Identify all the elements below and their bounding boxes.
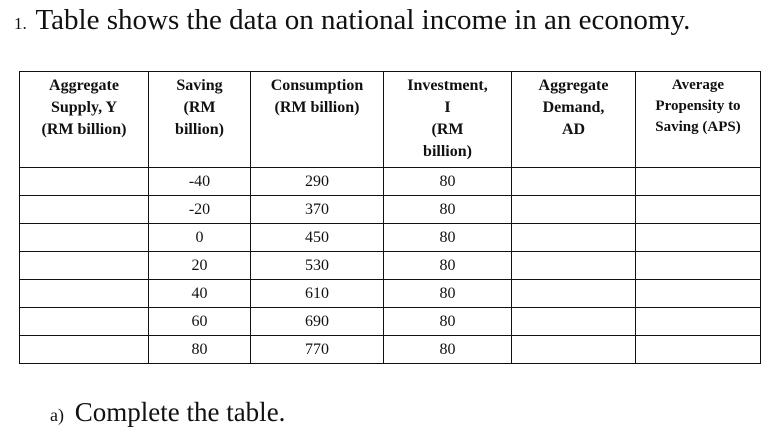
cell-consumption: 770 — [251, 336, 384, 364]
cell-aggregate-demand[interactable] — [512, 168, 636, 196]
cell-aps[interactable] — [636, 196, 761, 224]
cell-aggregate-demand[interactable] — [512, 336, 636, 364]
cell-consumption: 370 — [251, 196, 384, 224]
cell-aps[interactable] — [636, 224, 761, 252]
header-aggregate-demand: Aggregate Demand, AD — [512, 72, 636, 168]
header-investment: Investment, I (RM billion) — [384, 72, 512, 168]
table-row — [20, 252, 761, 280]
cell-aggregate-supply[interactable] — [20, 308, 149, 336]
cell-investment: 80 — [384, 224, 512, 252]
header-consumption: Consumption (RM billion) — [251, 72, 384, 168]
cell-aggregate-demand[interactable] — [512, 280, 636, 308]
header-aps: Average Propensity to Saving (APS) — [636, 72, 761, 168]
cell-aggregate-supply[interactable] — [20, 196, 149, 224]
table-header-row — [20, 72, 761, 168]
table-row — [20, 196, 761, 224]
cell-saving: -40 — [149, 168, 251, 196]
cell-aps[interactable] — [636, 168, 761, 196]
table-row — [20, 336, 761, 364]
cell-consumption: 530 — [251, 252, 384, 280]
cell-saving: 0 — [149, 224, 251, 252]
question-number: 1. — [14, 14, 27, 33]
table-row — [20, 308, 761, 336]
table-row — [20, 168, 761, 196]
header-aggregate-supply: Aggregate Supply, Y (RM billion) — [20, 72, 149, 168]
cell-investment: 80 — [384, 280, 512, 308]
cell-aggregate-demand[interactable] — [512, 196, 636, 224]
cell-saving: 40 — [149, 280, 251, 308]
cell-investment: 80 — [384, 336, 512, 364]
cell-aggregate-supply[interactable] — [20, 252, 149, 280]
cell-aggregate-demand[interactable] — [512, 224, 636, 252]
cell-saving: 60 — [149, 308, 251, 336]
cell-investment: 80 — [384, 196, 512, 224]
cell-aggregate-supply[interactable] — [20, 336, 149, 364]
question-title — [14, 2, 690, 42]
question-text: Table shows the data on national income in an economy. — [35, 4, 691, 36]
cell-aps[interactable] — [636, 280, 761, 308]
part-a-text: Complete the table. — [74, 397, 286, 427]
cell-saving: 80 — [149, 336, 251, 364]
cell-aggregate-supply[interactable] — [20, 280, 149, 308]
part-a-instruction — [50, 395, 285, 432]
cell-aggregate-supply[interactable] — [20, 224, 149, 252]
cell-saving: 20 — [149, 252, 251, 280]
cell-consumption: 610 — [251, 280, 384, 308]
cell-consumption: 290 — [251, 168, 384, 196]
cell-aps[interactable] — [636, 308, 761, 336]
cell-investment: 80 — [384, 168, 512, 196]
cell-aps[interactable] — [636, 336, 761, 364]
header-saving: Saving (RM billion) — [149, 72, 251, 168]
cell-aggregate-demand[interactable] — [512, 308, 636, 336]
table-row — [20, 224, 761, 252]
cell-aggregate-demand[interactable] — [512, 252, 636, 280]
national-income-table — [19, 71, 761, 364]
cell-consumption: 690 — [251, 308, 384, 336]
cell-investment: 80 — [384, 308, 512, 336]
part-a-letter: a) — [50, 405, 64, 425]
cell-aggregate-supply[interactable] — [20, 168, 149, 196]
cell-consumption: 450 — [251, 224, 384, 252]
cell-investment: 80 — [384, 252, 512, 280]
cell-aps[interactable] — [636, 252, 761, 280]
table-row — [20, 280, 761, 308]
cell-saving: -20 — [149, 196, 251, 224]
